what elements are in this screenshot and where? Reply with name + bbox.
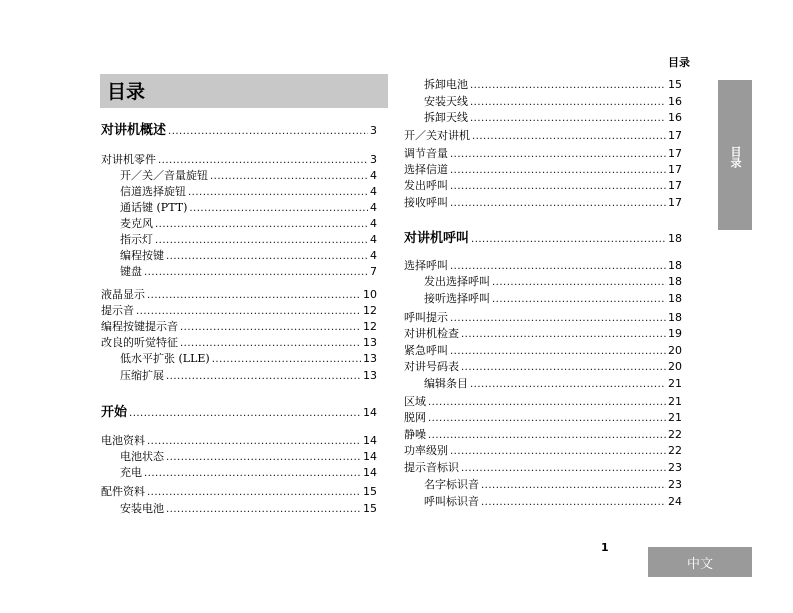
toc-leader-dots [129,408,361,420]
page-number: 1 [601,541,609,554]
toc-entry[interactable] [404,162,682,177]
toc-entry-label: 液晶显示 [101,288,145,301]
toc-entry-page: 15 [363,485,377,498]
toc-leader-dots [155,235,368,247]
toc-leader-dots [147,436,361,448]
toc-entry[interactable] [120,216,377,231]
toc-leader-dots [428,413,666,425]
toc-entry[interactable] [404,427,682,442]
toc-entry-label: 改良的听觉特征 [101,336,178,349]
toc-leader-dots [144,468,361,480]
toc-entry-page: 4 [370,201,377,214]
toc-entry[interactable] [120,449,377,464]
toc-entry-page: 18 [668,259,682,272]
toc-leader-dots [168,126,368,138]
toc-entry[interactable] [404,178,682,193]
toc-leader-dots [450,313,666,325]
toc-leader-dots [450,446,666,458]
toc-entry-page: 10 [363,288,377,301]
toc-entry-label: 接收呼叫 [404,196,448,209]
toc-leader-dots [450,181,666,193]
toc-entry-page: 19 [668,327,682,340]
toc-entry-page: 13 [363,352,377,365]
toc-entry-page: 14 [363,434,377,447]
toc-entry-page: 17 [668,147,682,160]
toc-leader-dots [180,338,361,350]
toc-entry-page: 21 [668,377,682,390]
toc-entry-label: 充电 [120,466,142,479]
toc-entry-page: 18 [668,232,682,245]
toc-entry-page: 15 [363,502,377,515]
toc-entry[interactable] [424,94,682,109]
toc-entry-page: 16 [668,95,682,108]
toc-entry-label: 发出选择呼叫 [424,275,490,288]
toc-entry-label: 发出呼叫 [404,179,448,192]
toc-entry-page: 17 [668,129,682,142]
toc-entry-label: 电池资料 [101,434,145,447]
toc-entry-label: 区域 [404,395,426,408]
toc-leader-dots [188,187,368,199]
toc-entry[interactable] [101,484,377,499]
toc-entry-label: 呼叫提示 [404,311,448,324]
toc-entry-label: 紧急呼叫 [404,344,448,357]
toc-entry[interactable] [120,200,377,215]
toc-entry-label: 呼叫标识音 [424,495,479,508]
toc-entry-label: 静噪 [404,428,426,441]
toc-entry[interactable] [424,494,682,509]
toc-entry-label: 开／关对讲机 [404,129,470,142]
toc-entry[interactable] [101,335,377,350]
toc-leader-dots [471,234,666,246]
toc-entry-label: 提示音 [101,304,134,317]
toc-entry-page: 14 [363,406,377,419]
toc-entry[interactable] [424,110,682,125]
toc-entry-label: 脱网 [404,411,426,424]
toc-leader-dots [158,155,368,167]
toc-leader-dots [472,131,666,143]
toc-entry-page: 4 [370,217,377,230]
toc-entry-page: 14 [363,466,377,479]
toc-entry[interactable] [404,460,682,475]
toc-entry-label: 指示灯 [120,233,153,246]
toc-entry-page: 14 [363,450,377,463]
toc-entry[interactable] [101,123,377,138]
toc-entry-page: 22 [668,444,682,457]
toc-entry-page: 13 [363,336,377,349]
toc-entry[interactable] [120,184,377,199]
toc-leader-dots [492,294,666,306]
toc-leader-dots [470,97,666,109]
toc-leader-dots [461,329,666,341]
toc-entry-label: 对讲号码表 [404,360,459,373]
toc-entry[interactable] [101,319,377,334]
toc-entry[interactable] [424,376,682,391]
toc-entry[interactable] [101,152,377,167]
toc-entry[interactable] [120,264,377,279]
toc-entry[interactable] [404,326,682,341]
toc-leader-dots [450,198,666,210]
toc-entry[interactable] [120,465,377,480]
toc-entry[interactable] [101,405,377,420]
toc-entry-page: 18 [668,311,682,324]
toc-entry[interactable] [120,351,377,366]
toc-entry-label: 拆卸电池 [424,78,468,91]
toc-entry-label: 通话键 (PTT) [120,201,188,214]
toc-entry-page: 3 [370,124,377,137]
toc-entry[interactable] [120,168,377,183]
toc-entry-label: 信道选择旋钮 [120,185,186,198]
toc-entry-label: 低水平扩张 (LLE) [120,352,210,365]
toc-leader-dots [147,487,361,499]
toc-entry[interactable] [120,368,377,383]
toc-leader-dots [189,203,368,215]
toc-leader-dots [450,261,666,273]
toc-entry-page: 4 [370,185,377,198]
toc-entry-label: 编程按键 [120,249,164,262]
toc-entry[interactable] [404,394,682,409]
toc-entry-label: 选择呼叫 [404,259,448,272]
toc-entry-label: 提示音标识 [404,461,459,474]
toc-entry[interactable] [404,231,682,246]
toc-entry-label: 调节音量 [404,147,448,160]
toc-leader-dots [450,149,666,161]
toc-leader-dots [136,306,361,318]
toc-entry-page: 17 [668,196,682,209]
toc-entry-label: 麦克风 [120,217,153,230]
toc-entry-label: 对讲机零件 [101,153,156,166]
toc-entry[interactable] [404,258,682,273]
toc-entry[interactable] [101,433,377,448]
toc-entry[interactable] [120,501,377,516]
toc-entry-label: 对讲机检查 [404,327,459,340]
toc-entry-label: 开／关／音量旋钮 [120,169,208,182]
toc-entry-label: 名字标识音 [424,478,479,491]
toc-entry-page: 4 [370,249,377,262]
toc-entry[interactable] [404,195,682,210]
toc-entry-page: 22 [668,428,682,441]
toc-entry[interactable] [404,146,682,161]
toc-entry-label: 开始 [101,405,128,420]
toc-leader-dots [166,251,368,263]
toc-entry[interactable] [120,248,377,263]
toc-entry[interactable] [404,443,682,458]
toc-entry-label: 安装天线 [424,95,468,108]
toc-entry-page: 18 [668,275,682,288]
toc-leader-dots [481,497,666,509]
toc-entry-label: 选择信道 [404,163,448,176]
toc-entry-label: 安装电池 [120,502,164,515]
toc-entry-label: 拆卸天线 [424,111,468,124]
toc-entry[interactable] [404,310,682,325]
toc-entry-page: 21 [668,411,682,424]
toc-leader-dots [155,219,368,231]
language-tab: 中文 [648,547,752,577]
toc-entry[interactable] [404,343,682,358]
toc-leader-dots [481,480,666,492]
toc-leader-dots [428,397,666,409]
toc-entry-label: 键盘 [120,265,142,278]
toc-entry[interactable] [404,128,682,143]
toc-entry-label: 功率级别 [404,444,448,457]
toc-leader-dots [450,165,666,177]
toc-entry-page: 23 [668,478,682,491]
toc-entry[interactable] [101,287,377,302]
toc-leader-dots [492,277,666,289]
toc-entry[interactable] [424,291,682,306]
toc-entry[interactable] [424,274,682,289]
toc-leader-dots [147,290,361,302]
toc-leader-dots [470,379,666,391]
toc-entry-page: 4 [370,233,377,246]
toc-entry-label: 对讲机呼叫 [404,231,470,246]
toc-entry-page: 20 [668,360,682,373]
toc-entry-page: 17 [668,163,682,176]
toc-entry-page: 20 [668,344,682,357]
toc-entry-label: 电池状态 [120,450,164,463]
toc-entry-page: 18 [668,292,682,305]
toc-entry-label: 对讲机概述 [101,123,167,138]
toc-entry-page: 7 [370,265,377,278]
toc-entry-page: 12 [363,320,377,333]
toc-leader-dots [180,322,361,334]
toc-entry-page: 16 [668,111,682,124]
toc-entry-page: 21 [668,395,682,408]
toc-entry-page: 17 [668,179,682,192]
toc-leader-dots [428,430,666,442]
toc-entry-label: 配件资料 [101,485,145,498]
toc-entry[interactable] [101,303,377,318]
toc-entry-page: 13 [363,369,377,382]
toc-entry[interactable] [424,477,682,492]
toc-leader-dots [166,452,361,464]
toc-leader-dots [166,371,361,383]
toc-leader-dots [210,171,368,183]
toc-entry-page: 24 [668,495,682,508]
toc-entry-page: 4 [370,169,377,182]
toc-entry[interactable] [404,410,682,425]
toc-entry-label: 编程按键提示音 [101,320,178,333]
toc-entry-label: 接听选择呼叫 [424,292,490,305]
toc-leader-dots [166,504,361,516]
toc-entry-label: 编辑条目 [424,377,468,390]
section-side-tab: 目录 [718,80,752,230]
toc-leader-dots [461,362,666,374]
toc-entry[interactable] [120,232,377,247]
toc-entry-page: 23 [668,461,682,474]
toc-leader-dots [461,463,666,475]
toc-leader-dots [470,80,666,92]
toc-leader-dots [450,346,666,358]
toc-leader-dots [144,267,368,279]
toc-entry[interactable] [404,359,682,374]
toc-entry-page: 3 [370,153,377,166]
toc-leader-dots [470,113,666,125]
page-title: 目录 [100,74,388,108]
toc-entry-label: 压缩扩展 [120,369,164,382]
toc-entry-page: 12 [363,304,377,317]
toc-leader-dots [212,354,361,366]
toc-entry-page: 15 [668,78,682,91]
running-header: 目录 [668,56,690,69]
toc-entry[interactable] [424,77,682,92]
